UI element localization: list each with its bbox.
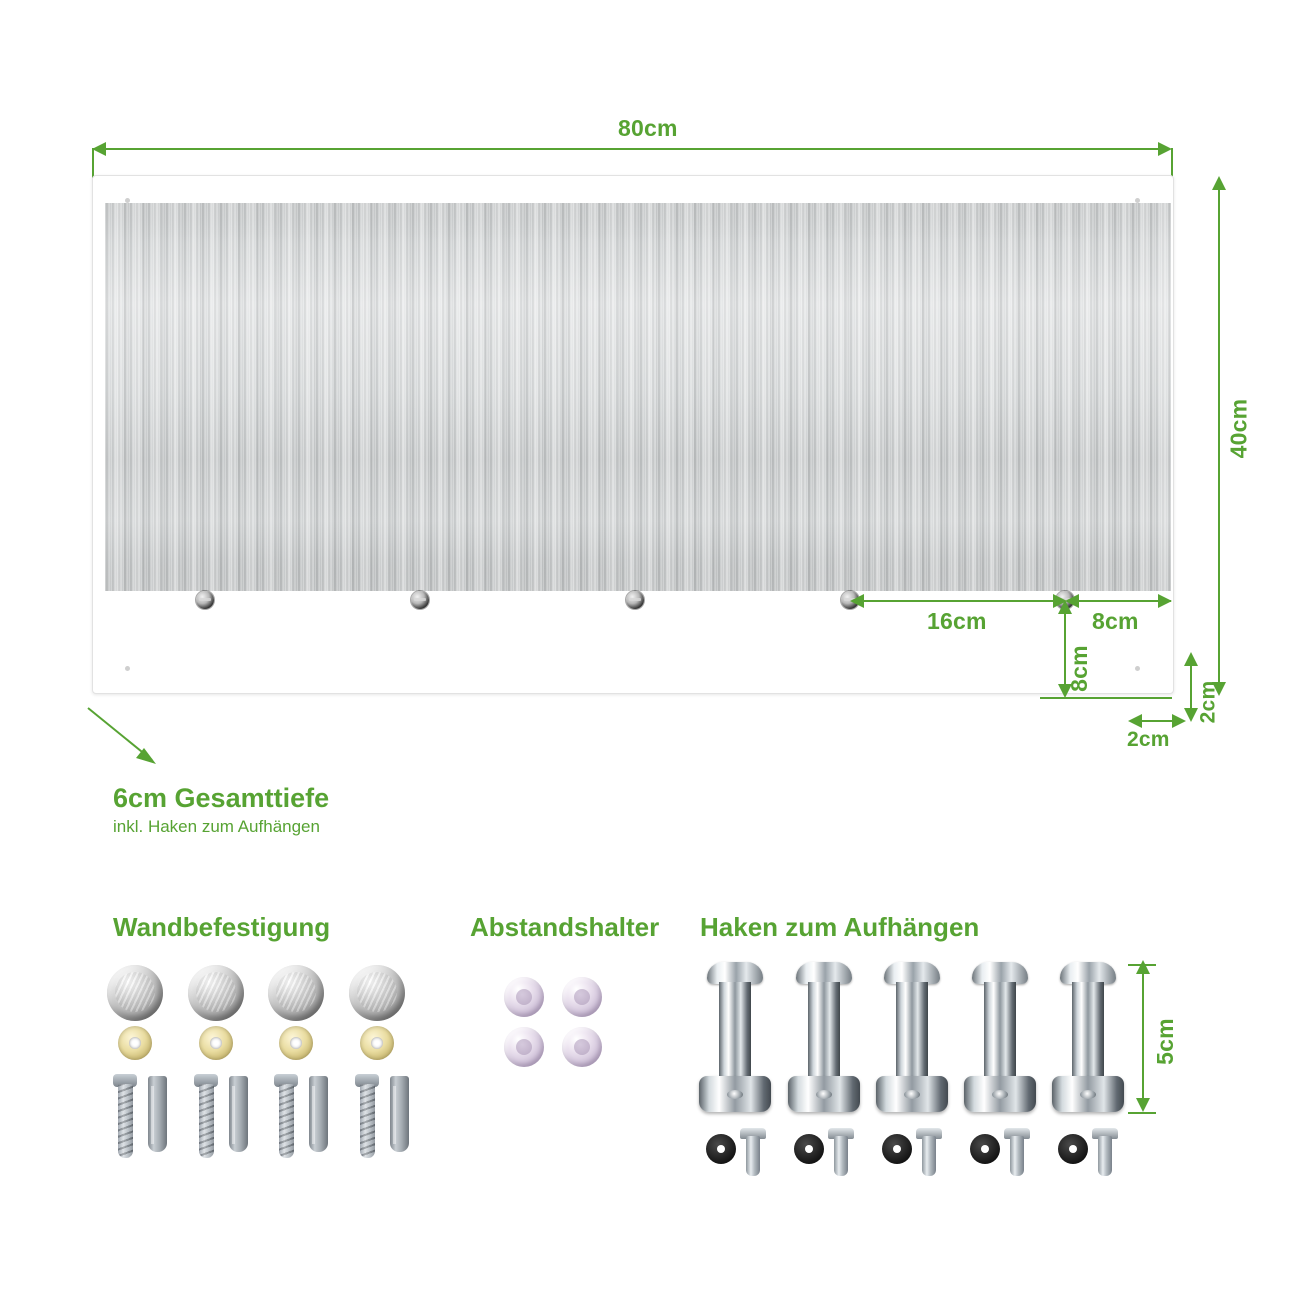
- hook-cap: [707, 962, 763, 984]
- hook-base: [876, 1076, 948, 1112]
- edge-v-label: 8cm: [1065, 645, 1092, 692]
- hook-standoff: [964, 962, 1036, 1112]
- wall-mount-screw: [279, 1084, 294, 1158]
- spacer-part: [504, 977, 544, 1017]
- hook-shaft: [808, 982, 840, 1080]
- wall-mount-cap: [188, 965, 244, 1021]
- height-dimension-line: [1218, 190, 1220, 684]
- height-arrow-up: [1212, 176, 1226, 190]
- wall-mount-dowel: [309, 1076, 328, 1152]
- offset-right-arrow-right: [1172, 714, 1186, 728]
- hook-washer: [706, 1134, 736, 1164]
- width-extension-right: [1171, 148, 1173, 178]
- hook-screw: [922, 1136, 936, 1176]
- plate-hole: [125, 666, 130, 671]
- wall-mount-washer: [279, 1026, 313, 1060]
- spacer-part: [504, 1027, 544, 1067]
- hook-height-arrow-up: [1136, 960, 1150, 974]
- mount-screw: [626, 591, 644, 609]
- wall-mount-washer: [360, 1026, 394, 1060]
- spacing-dimension-line: [864, 600, 1057, 602]
- edge-h-arrow-right: [1158, 594, 1172, 608]
- depth-arrow: [80, 700, 200, 780]
- hook-shaft: [896, 982, 928, 1080]
- hook-base: [964, 1076, 1036, 1112]
- hook-base: [699, 1076, 771, 1112]
- width-arrow-right: [1158, 142, 1172, 156]
- hook-standoff: [876, 962, 948, 1112]
- offset-bottom-arrow-up: [1184, 652, 1198, 666]
- depth-title: 6cm Gesamttiefe: [113, 783, 330, 813]
- hook-standoff: [788, 962, 860, 1112]
- wall-mount-cap: [107, 965, 163, 1021]
- hook-screw: [746, 1136, 760, 1176]
- offset-bottom-label: 2cm: [1196, 680, 1220, 724]
- offset-right-dimension-line: [1141, 720, 1175, 722]
- width-extension-left: [92, 148, 94, 178]
- hook-standoff: [699, 962, 771, 1112]
- hook-washer: [882, 1134, 912, 1164]
- offset-right-arrow-left: [1128, 714, 1142, 728]
- hook-washer: [794, 1134, 824, 1164]
- edge-v-baseline: [1040, 697, 1172, 699]
- wall-mount-dowel: [229, 1076, 248, 1152]
- wall-mount-washer: [118, 1026, 152, 1060]
- hook-cap: [884, 962, 940, 984]
- hook-shaft: [719, 982, 751, 1080]
- wall-mount-title: Wandbefestigung: [113, 912, 331, 942]
- spacer-part: [562, 977, 602, 1017]
- hook-washer: [970, 1134, 1000, 1164]
- hook-height-arrow-down: [1136, 1098, 1150, 1112]
- hooks-title: Haken zum Aufhängen: [700, 912, 980, 942]
- wall-mount-screw: [199, 1084, 214, 1158]
- hook-cap: [796, 962, 852, 984]
- width-dimension-line: [106, 148, 1161, 150]
- hook-shaft: [984, 982, 1016, 1080]
- wall-mount-screw: [118, 1084, 133, 1158]
- stainless-steel-panel: [105, 203, 1171, 591]
- offset-bottom-dimension-line: [1190, 664, 1192, 712]
- spacing-arrow-left: [850, 594, 864, 608]
- wall-mount-cap: [349, 965, 405, 1021]
- hook-cap: [1060, 962, 1116, 984]
- width-label: 80cm: [618, 115, 678, 141]
- wall-mount-screw: [360, 1084, 375, 1158]
- hook-washer: [1058, 1134, 1088, 1164]
- hook-standoff: [1052, 962, 1124, 1112]
- mount-screw: [411, 591, 429, 609]
- height-label: 40cm: [1225, 398, 1252, 459]
- hook-height-tick-top: [1128, 964, 1156, 966]
- hook-screw: [834, 1136, 848, 1176]
- plate-hole: [1135, 666, 1140, 671]
- mount-screw: [196, 591, 214, 609]
- hook-base: [1052, 1076, 1124, 1112]
- hook-shaft: [1072, 982, 1104, 1080]
- spacing-label: 16cm: [927, 608, 987, 634]
- spacers-title: Abstandshalter: [470, 912, 660, 942]
- hook-cap: [972, 962, 1028, 984]
- width-arrow-left: [92, 142, 106, 156]
- edge-v-arrow-up: [1058, 600, 1072, 614]
- hook-base: [788, 1076, 860, 1112]
- wall-mount-dowel: [390, 1076, 409, 1152]
- wall-mount-dowel: [148, 1076, 167, 1152]
- wall-mount-cap: [268, 965, 324, 1021]
- hook-height-label: 5cm: [1151, 1018, 1178, 1065]
- edge-h-label: 8cm: [1092, 608, 1139, 634]
- wall-mount-washer: [199, 1026, 233, 1060]
- hook-screw: [1098, 1136, 1112, 1176]
- hook-height-tick-bottom: [1128, 1112, 1156, 1114]
- hook-screw: [1010, 1136, 1024, 1176]
- depth-subtitle: inkl. Haken zum Aufhängen: [113, 817, 320, 836]
- hook-height-dimension-line: [1142, 974, 1144, 1100]
- spacer-part: [562, 1027, 602, 1067]
- offset-right-label: 2cm: [1127, 728, 1170, 751]
